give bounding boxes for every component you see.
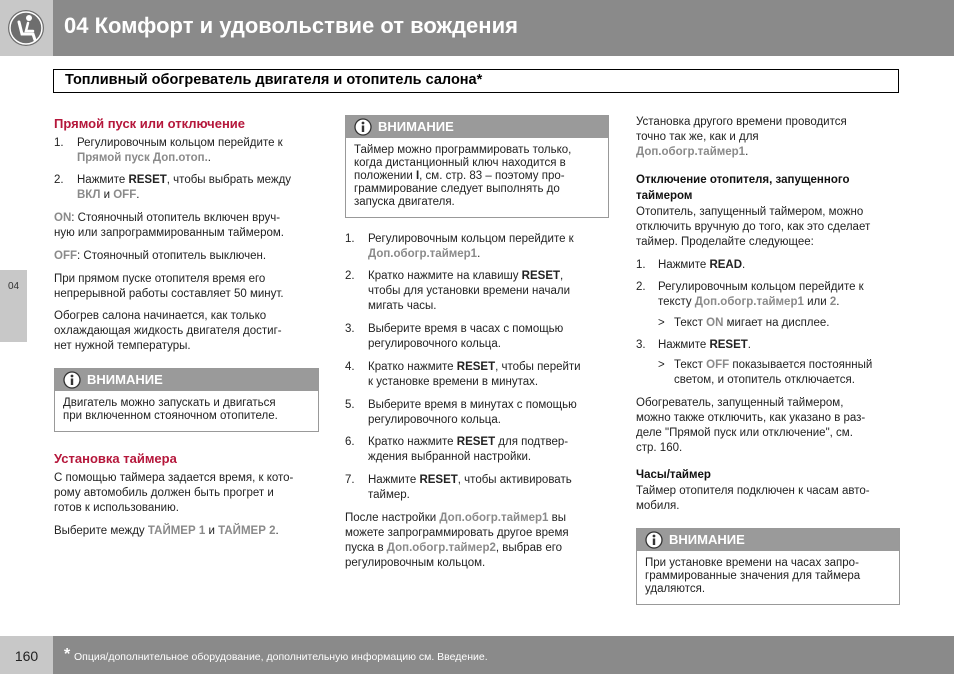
step-text: Регулировочным кольцом перейдите к (77, 137, 283, 149)
warning-title: ВНИМАНИЕ (669, 532, 745, 547)
warning-box (636, 528, 900, 605)
step-text: таймер. (368, 489, 410, 501)
list-number: 2. (54, 174, 64, 186)
step-text: ВКЛ и OFF. (77, 189, 140, 201)
heading-direct-start: Прямой пуск или отключение (54, 116, 246, 131)
on-description: ную или запрограммированным таймером. (54, 227, 284, 239)
paragraph: Отопитель, запущенный таймером, можно (636, 206, 864, 218)
result-text: Текст OFF показывается постоянный (674, 359, 873, 371)
paragraph: регулировочным кольцом. (345, 557, 486, 569)
warning-text: При установке времени на часах запро- граммированные значения для таймера удаляются. (645, 557, 861, 595)
result-text: светом, и отопитель отключается. (674, 374, 855, 386)
paragraph: непрерывной работы составляет 50 минут. (54, 288, 284, 300)
list-number: 4. (345, 361, 355, 373)
step-text: Регулировочным кольцом перейдите к (658, 281, 864, 293)
paragraph: таймер. Проделайте следующее: (636, 236, 814, 248)
subheading: Часы/таймер (636, 469, 711, 481)
result-arrow: > (658, 359, 665, 371)
paragraph: Обогреватель, запущенный таймером, (636, 397, 844, 409)
paragraph: пуска в Доп.обогр.таймер2, выбрав его (345, 542, 563, 554)
paragraph: Таймер отопителя подключен к часам авто- (636, 485, 870, 497)
paragraph: стр. 160. (636, 442, 683, 454)
list-number: 1. (636, 259, 646, 271)
paragraph: готов к использованию. (54, 502, 179, 514)
paragraph: мобиля. (636, 500, 680, 512)
list-number: 3. (345, 323, 355, 335)
subheading: Отключение отопителя, запущенного (636, 174, 850, 186)
list-number: 1. (345, 233, 355, 245)
list-number: 1. (54, 137, 64, 149)
paragraph: Выберите между ТАЙМЕР 1 и ТАЙМЕР 2. (54, 525, 279, 537)
header-icon-box (0, 0, 53, 56)
paragraph: Доп.обогр.таймер1. (636, 146, 749, 158)
step-text: мигать часы. (368, 300, 437, 312)
warning-box (54, 368, 319, 432)
step-text: регулировочного кольца. (368, 414, 501, 426)
paragraph: охлаждающая жидкость двигателя достиг- (54, 325, 282, 337)
list-number: 6. (345, 436, 355, 448)
paragraph: рому автомобиль должен быть прогрет и (54, 487, 274, 499)
heading-timer-setting: Установка таймера (54, 451, 177, 466)
footnote-star: * (64, 646, 71, 663)
warning-text: Таймер можно программировать только, когда дистанционный ключ находится в положении I, см. стр. 83 – поэтому про- граммирование следует выполнять до запуска двигателя. (354, 144, 572, 208)
step-text: ждения выбранной настройки. (368, 451, 532, 463)
warning-text: Двигатель можно запускать и двигаться при включенном стояночном отопителе. (63, 397, 278, 422)
paragraph: Обогрев салона начинается, как только (54, 310, 267, 322)
list-number: 5. (345, 399, 355, 411)
chapter-tab-label: 04 (7, 281, 20, 292)
step-text: Нажмите READ. (658, 259, 746, 271)
paragraph: можете запрограммировать другое время (345, 527, 569, 539)
step-text: Выберите время в часах с помощью (368, 323, 564, 335)
warning-header (637, 529, 899, 551)
page-number: 160 (14, 648, 39, 664)
info-icon (63, 371, 81, 389)
paragraph: Установка другого времени проводится (636, 116, 847, 128)
result-arrow: > (658, 317, 665, 329)
paragraph: нет нужной температуры. (54, 340, 191, 352)
list-number: 7. (345, 474, 355, 486)
result-text: Текст ON мигает на дисплее. (674, 317, 830, 329)
on-description: ON: Стояночный отопитель включен вруч- (54, 212, 281, 224)
step-text: Нажмите RESET, чтобы выбрать между (77, 174, 292, 186)
paragraph: можно также отключить, как указано в раз- (636, 412, 866, 424)
paragraph: отключить вручную до того, как это сделает (636, 221, 871, 233)
step-text: Кратко нажмите на клавишу RESET, (368, 270, 564, 282)
list-number: 2. (345, 270, 355, 282)
list-number: 2. (636, 281, 646, 293)
info-icon (645, 531, 663, 549)
step-text: Кратко нажмите RESET для подтвер- (368, 436, 569, 448)
step-text: Регулировочным кольцом перейдите к (368, 233, 574, 245)
step-text: к установке времени в минутах. (368, 376, 539, 388)
warning-header (55, 369, 318, 391)
warning-title: ВНИМАНИЕ (378, 119, 454, 134)
warning-header (346, 116, 608, 138)
step-text: Нажмите RESET. (658, 339, 751, 351)
step-text: чтобы для установки времени начали (368, 285, 571, 297)
step-text: Прямой пуск Доп.отоп.. (77, 152, 211, 164)
chapter-title: 04 Комфорт и удовольствие от вождения (64, 13, 518, 38)
paragraph: После настройки Доп.обогр.таймер1 вы (345, 512, 567, 524)
seat-person-icon (0, 0, 53, 56)
info-icon (354, 118, 372, 136)
step-text: Нажмите RESET, чтобы активировать (368, 474, 572, 486)
step-text: Кратко нажмите RESET, чтобы перейти (368, 361, 581, 373)
subheading: таймером (636, 190, 693, 202)
paragraph: С помощью таймера задается время, к кото- (54, 472, 294, 484)
step-text: тексту Доп.обогр.таймер1 или 2. (658, 296, 840, 308)
section-title: Топливный обогреватель двигателя и отопитель салона* (65, 72, 483, 88)
off-description: OFF: Стояночный отопитель выключен. (54, 250, 267, 262)
paragraph: деле "Прямой пуск или отключение", см. (636, 427, 853, 439)
paragraph: точно так же, как и для (636, 131, 759, 143)
warning-box (345, 115, 609, 218)
footnote-text: Опция/дополнительное оборудование, дополнительную информацию см. Введение. (74, 651, 488, 663)
warning-title: ВНИМАНИЕ (87, 372, 163, 387)
paragraph: При прямом пуске отопителя время его (54, 273, 266, 285)
step-text: Выберите время в минутах с помощью (368, 399, 577, 411)
menu-item-highlight: Прямой пуск Доп.отоп. (77, 152, 208, 164)
step-text: Доп.обогр.таймер1. (368, 248, 481, 260)
step-text: регулировочного кольца. (368, 338, 501, 350)
list-number: 3. (636, 339, 646, 351)
